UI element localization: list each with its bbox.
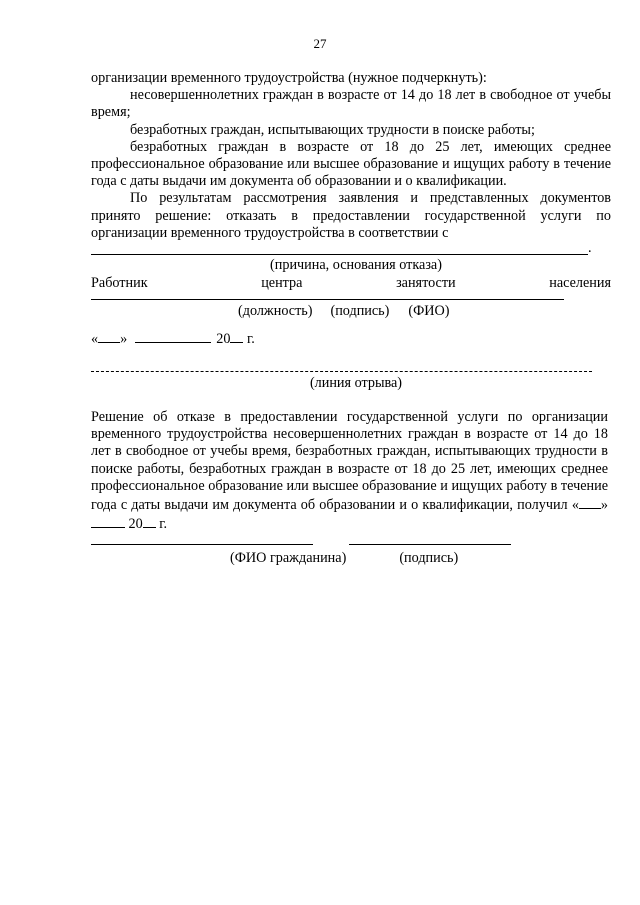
- position-caption: (должность): [238, 303, 313, 320]
- worker-word-1: Работник: [91, 275, 148, 292]
- paragraph-intro: организации временного трудоустройства (нужное подчеркнуть):: [91, 70, 487, 86]
- refusal-reason-caption: (причина, основания отказа): [270, 257, 442, 274]
- paragraph-unemployed: безработных граждан, испытывающих трудности в поиске работы;: [130, 121, 535, 138]
- worker-word-2: центра: [261, 275, 303, 292]
- tear-line-caption: (линия отрыва): [309, 374, 403, 391]
- paragraph-unemployed-18-25: безработных граждан в возрасте от 18 до 25 лет, имеющих среднее профессиональное образование или высшее образование и ищущих работу в течение года с даты выдачи им документа об образовании и о квалификации.: [91, 138, 611, 190]
- received-day-field[interactable]: [579, 495, 601, 509]
- citizen-captions: [91, 550, 611, 567]
- paragraph-minors: несовершеннолетних граждан в возрасте от 14 до 18 лет в свободное от учебы время;: [91, 87, 611, 121]
- citizen-fio-caption: (ФИО гражданина): [230, 550, 347, 567]
- document-body: [91, 70, 611, 568]
- signature-caption: (подпись): [330, 303, 390, 320]
- refusal-line-end: .: [588, 240, 592, 257]
- worker-line: [91, 275, 611, 292]
- refusal-reason-line: [91, 242, 611, 255]
- citizen-signature-caption: (подпись): [399, 550, 459, 567]
- decision-receipt-text: Решение об отказе в предоставлении государственной услуги по организации временного трудоустройства несовершеннолетних граждан в возрасте от 14 до 18 лет в свободное от учебы время, безработных граждан, испытывающих трудности в поиске работы, безработных граждан в возрасте от 18 до 25 лет, имеющих среднее профессиональное образование или высшее образование и ищущих работу в течение года с даты выдачи им документа об образовании и о квалификации, получил « » 20 г.: [91, 409, 608, 533]
- refusal-reason-field[interactable]: [91, 254, 588, 255]
- worker-signature-field[interactable]: [91, 299, 564, 300]
- received-month-field[interactable]: [91, 514, 125, 528]
- citizen-fio-field[interactable]: [91, 544, 313, 545]
- date-month-field[interactable]: [135, 329, 211, 343]
- fio-caption: (ФИО): [408, 303, 450, 320]
- worker-sign-captions: [91, 303, 611, 320]
- date-day-field[interactable]: [98, 329, 120, 343]
- received-year-field[interactable]: [143, 514, 156, 528]
- page-number: 27: [313, 36, 327, 51]
- date-line: « » 20 г.: [91, 330, 255, 347]
- tear-line: [91, 371, 592, 372]
- date-year-field[interactable]: [230, 329, 243, 343]
- paragraph-decision: По результатам рассмотрения заявления и представленных документов принято решение: отказать в предоставлении государственной услуги по организации временного трудоустройства в соответствии с: [91, 190, 611, 241]
- worker-word-3: занятости: [396, 275, 456, 292]
- citizen-signature-lines: [91, 544, 611, 545]
- citizen-signature-field[interactable]: [349, 544, 511, 545]
- worker-word-4: населения: [549, 275, 611, 292]
